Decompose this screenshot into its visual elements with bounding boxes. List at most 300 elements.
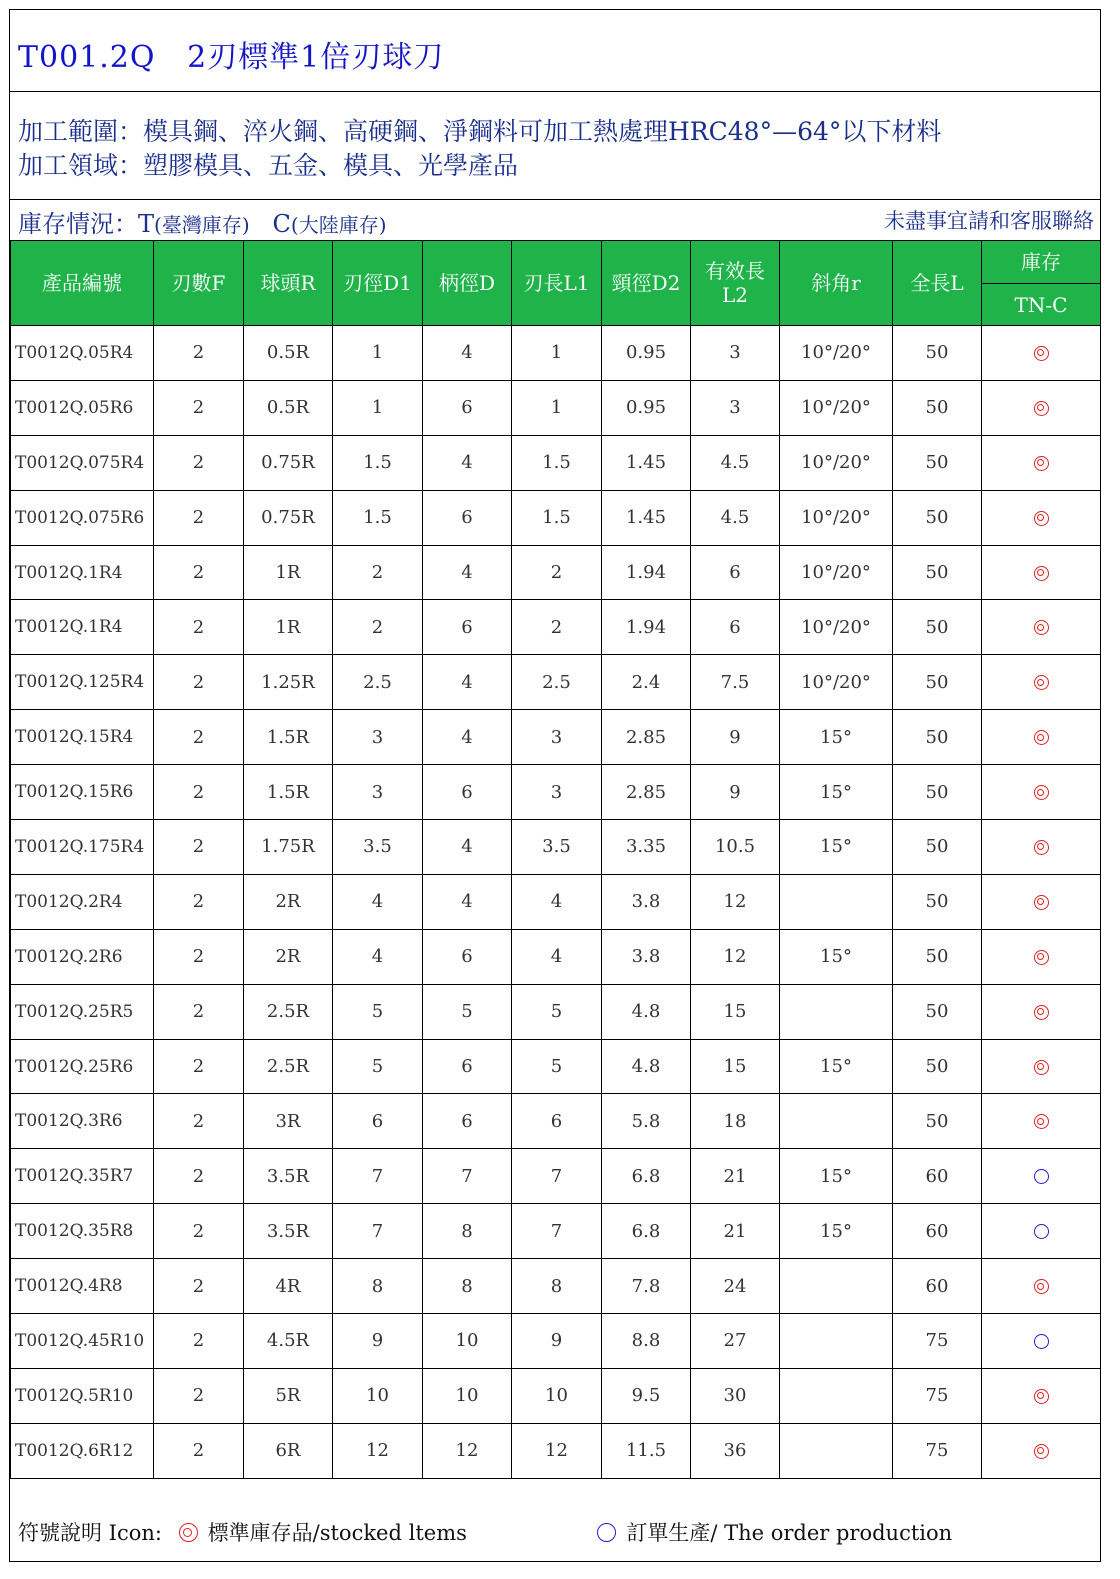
cell-ball-radius: 2R — [244, 874, 333, 929]
cell-overall-length: 50 — [893, 874, 982, 929]
double-circle-icon — [1034, 895, 1049, 910]
cell-flutes: 2 — [154, 545, 244, 600]
double-circle-icon — [1034, 401, 1049, 416]
cell-angle: 10°/20° — [780, 380, 893, 435]
cell-cut-diameter: 1 — [333, 326, 423, 381]
cell-flutes: 2 — [154, 1149, 244, 1204]
cell-shank-diameter: 4 — [423, 710, 512, 765]
cell-cut-length: 3.5 — [512, 820, 602, 875]
legend-stocked-text: 標準庫存品/stocked ltems — [207, 1521, 467, 1545]
cell-cut-diameter: 5 — [333, 984, 423, 1039]
double-circle-icon — [1034, 1060, 1049, 1075]
cell-cut-diameter: 2 — [333, 600, 423, 655]
cell-neck-diameter: 0.95 — [602, 380, 691, 435]
double-circle-icon — [1034, 840, 1049, 855]
cell-neck-diameter: 8.8 — [602, 1314, 691, 1369]
cell-angle: 15° — [780, 1204, 893, 1259]
cell-ball-radius: 0.5R — [244, 380, 333, 435]
cell-cut-length: 12 — [512, 1423, 602, 1478]
cell-shank-diameter: 6 — [423, 1094, 512, 1149]
cell-overall-length: 60 — [893, 1204, 982, 1259]
cell-angle: 15° — [780, 710, 893, 765]
cell-cut-diameter: 5 — [333, 1039, 423, 1094]
scope-section — [10, 92, 1100, 200]
col-header-angle: 斜角r — [780, 241, 893, 326]
table-row — [11, 545, 1101, 600]
stock-legend — [18, 204, 387, 239]
stock-c-desc: (大陸庫存) — [290, 213, 387, 237]
cell-stock — [982, 1094, 1101, 1149]
cell-neck-diameter: 6.8 — [602, 1204, 691, 1259]
cell-ball-radius: 2.5R — [244, 1039, 333, 1094]
table-row — [11, 820, 1101, 875]
cell-stock — [982, 1368, 1101, 1423]
cell-effective-length: 30 — [691, 1368, 780, 1423]
cell-code: T0012Q.1R4 — [11, 600, 154, 655]
stock-label: 庫存情況： — [18, 210, 138, 238]
title-row — [10, 10, 1100, 92]
cell-ball-radius: 2.5R — [244, 984, 333, 1039]
cell-overall-length: 50 — [893, 545, 982, 600]
processing-range: 加工範圍：模具鋼、淬火鋼、高硬鋼、淨鋼料可加工熱處理HRC48°—64°以下材料 — [18, 117, 942, 146]
cell-cut-length: 1.5 — [512, 435, 602, 490]
cell-overall-length: 50 — [893, 765, 982, 820]
table-row — [11, 710, 1101, 765]
stock-t-desc: (臺灣庫存) — [154, 213, 250, 237]
cell-effective-length: 7.5 — [691, 655, 780, 710]
cell-code: T0012Q.15R4 — [11, 710, 154, 765]
single-circle-icon — [1034, 1334, 1049, 1349]
cell-shank-diameter: 8 — [423, 1259, 512, 1314]
table-row — [11, 1423, 1101, 1478]
cell-effective-length: 27 — [691, 1314, 780, 1369]
cell-cut-diameter: 6 — [333, 1094, 423, 1149]
cell-angle: 15° — [780, 820, 893, 875]
cell-overall-length: 50 — [893, 929, 982, 984]
cell-code: T0012Q.3R6 — [11, 1094, 154, 1149]
double-circle-icon — [1034, 456, 1049, 471]
cell-ball-radius: 3.5R — [244, 1204, 333, 1259]
cell-stock — [982, 655, 1101, 710]
cell-code: T0012Q.125R4 — [11, 655, 154, 710]
cell-neck-diameter: 11.5 — [602, 1423, 691, 1478]
cell-overall-length: 50 — [893, 984, 982, 1039]
cell-angle — [780, 1368, 893, 1423]
cell-stock — [982, 1423, 1101, 1478]
cell-stock — [982, 1259, 1101, 1314]
col-header-code: 產品編號 — [11, 241, 154, 326]
col-header-flutes: 刃數F — [154, 241, 244, 326]
cell-effective-length: 18 — [691, 1094, 780, 1149]
cell-cut-diameter: 2 — [333, 545, 423, 600]
single-circle-icon — [1034, 1169, 1049, 1184]
table-row — [11, 1204, 1101, 1259]
cell-stock — [982, 1314, 1101, 1369]
cell-effective-length: 15 — [691, 1039, 780, 1094]
cell-shank-diameter: 6 — [423, 765, 512, 820]
cell-ball-radius: 1.5R — [244, 765, 333, 820]
cell-cut-length: 7 — [512, 1149, 602, 1204]
table-header — [11, 241, 1101, 326]
cell-ball-radius: 4R — [244, 1259, 333, 1314]
cell-angle — [780, 1259, 893, 1314]
cell-neck-diameter: 3.8 — [602, 929, 691, 984]
cell-cut-diameter: 9 — [333, 1314, 423, 1369]
cell-cut-diameter: 2.5 — [333, 655, 423, 710]
cell-stock — [982, 1149, 1101, 1204]
cell-flutes: 2 — [154, 380, 244, 435]
table-row — [11, 326, 1101, 381]
cell-stock — [982, 765, 1101, 820]
cell-neck-diameter: 2.4 — [602, 655, 691, 710]
table-row — [11, 929, 1101, 984]
cell-shank-diameter: 4 — [423, 545, 512, 600]
col-header-effective-length — [691, 241, 780, 326]
cell-effective-length: 24 — [691, 1259, 780, 1314]
cell-flutes: 2 — [154, 1259, 244, 1314]
cell-angle: 15° — [780, 1039, 893, 1094]
cell-code: T0012Q.25R5 — [11, 984, 154, 1039]
cell-effective-length: 21 — [691, 1149, 780, 1204]
cell-code: T0012Q.2R6 — [11, 929, 154, 984]
cell-code: T0012Q.15R6 — [11, 765, 154, 820]
cell-code: T0012Q.35R7 — [11, 1149, 154, 1204]
cell-angle: 15° — [780, 1149, 893, 1204]
cell-neck-diameter: 1.94 — [602, 600, 691, 655]
cell-effective-length: 10.5 — [691, 820, 780, 875]
cell-flutes: 2 — [154, 1039, 244, 1094]
cell-stock — [982, 326, 1101, 381]
cell-cut-diameter: 7 — [333, 1204, 423, 1259]
double-circle-icon — [1034, 950, 1049, 965]
cell-overall-length: 75 — [893, 1368, 982, 1423]
cell-ball-radius: 0.5R — [244, 326, 333, 381]
cell-stock — [982, 545, 1101, 600]
double-circle-icon — [1034, 1005, 1049, 1020]
cell-code: T0012Q.25R6 — [11, 1039, 154, 1094]
cell-ball-radius: 1R — [244, 600, 333, 655]
cell-stock — [982, 874, 1101, 929]
table-row — [11, 655, 1101, 710]
cell-flutes: 2 — [154, 710, 244, 765]
col-header-neck-diameter: 頸徑D2 — [602, 241, 691, 326]
cell-cut-length: 5 — [512, 1039, 602, 1094]
cell-ball-radius: 4.5R — [244, 1314, 333, 1369]
cell-cut-diameter: 12 — [333, 1423, 423, 1478]
table-row — [11, 1314, 1101, 1369]
cell-cut-length: 6 — [512, 1094, 602, 1149]
cell-flutes: 2 — [154, 600, 244, 655]
cell-flutes: 2 — [154, 1094, 244, 1149]
cell-shank-diameter: 6 — [423, 490, 512, 545]
cell-ball-radius: 0.75R — [244, 435, 333, 490]
legend-label: 符號說明 Icon: — [18, 1521, 162, 1545]
cell-flutes: 2 — [154, 765, 244, 820]
col-header-ball-radius: 球頭R — [244, 241, 333, 326]
cell-angle: 10°/20° — [780, 545, 893, 600]
double-circle-icon — [1034, 675, 1049, 690]
cell-shank-diameter: 10 — [423, 1368, 512, 1423]
cell-shank-diameter: 6 — [423, 929, 512, 984]
cell-neck-diameter: 4.8 — [602, 984, 691, 1039]
cell-overall-length: 50 — [893, 326, 982, 381]
cell-cut-diameter: 3 — [333, 765, 423, 820]
contact-note: 未盡事宜請和客服聯絡 — [884, 209, 1094, 233]
cell-overall-length: 60 — [893, 1259, 982, 1314]
cell-cut-diameter: 7 — [333, 1149, 423, 1204]
cell-neck-diameter: 0.95 — [602, 326, 691, 381]
cell-stock — [982, 600, 1101, 655]
cell-flutes: 2 — [154, 984, 244, 1039]
cell-shank-diameter: 4 — [423, 874, 512, 929]
cell-effective-length: 12 — [691, 874, 780, 929]
cell-stock — [982, 820, 1101, 875]
cell-angle: 10°/20° — [780, 655, 893, 710]
cell-angle: 15° — [780, 765, 893, 820]
cell-shank-diameter: 4 — [423, 326, 512, 381]
table-body — [11, 326, 1101, 1479]
cell-cut-diameter: 3.5 — [333, 820, 423, 875]
cell-cut-length: 4 — [512, 929, 602, 984]
cell-shank-diameter: 12 — [423, 1423, 512, 1478]
cell-angle — [780, 874, 893, 929]
cell-ball-radius: 5R — [244, 1368, 333, 1423]
cell-cut-length: 8 — [512, 1259, 602, 1314]
stock-info-row — [10, 200, 1100, 240]
cell-stock — [982, 984, 1101, 1039]
cell-overall-length: 50 — [893, 600, 982, 655]
col-header-stock-sub: TN-C — [982, 284, 1101, 326]
cell-code: T0012Q.6R12 — [11, 1423, 154, 1478]
cell-flutes: 2 — [154, 435, 244, 490]
cell-shank-diameter: 4 — [423, 655, 512, 710]
table-row — [11, 1259, 1101, 1314]
single-circle-icon — [597, 1523, 616, 1542]
cell-cut-diameter: 3 — [333, 710, 423, 765]
col-header-cut-length: 刃長L1 — [512, 241, 602, 326]
cell-cut-length: 9 — [512, 1314, 602, 1369]
cell-ball-radius: 3R — [244, 1094, 333, 1149]
spec-table — [10, 240, 1101, 1479]
cell-ball-radius: 1.5R — [244, 710, 333, 765]
single-circle-icon — [1034, 1224, 1049, 1239]
cell-code: T0012Q.5R10 — [11, 1368, 154, 1423]
cell-neck-diameter: 4.8 — [602, 1039, 691, 1094]
stock-c-code: C — [272, 210, 291, 238]
cell-flutes: 2 — [154, 490, 244, 545]
processing-field: 加工領域：塑膠模具、五金、模具、光學產品 — [18, 151, 519, 180]
cell-cut-length: 2.5 — [512, 655, 602, 710]
cell-stock — [982, 710, 1101, 765]
double-circle-icon — [1034, 1389, 1049, 1404]
cell-code: T0012Q.075R4 — [11, 435, 154, 490]
cell-stock — [982, 1204, 1101, 1259]
table-row — [11, 874, 1101, 929]
cell-neck-diameter: 1.45 — [602, 490, 691, 545]
cell-ball-radius: 2R — [244, 929, 333, 984]
cell-neck-diameter: 6.8 — [602, 1149, 691, 1204]
cell-flutes: 2 — [154, 1368, 244, 1423]
cell-shank-diameter: 4 — [423, 435, 512, 490]
double-circle-icon — [179, 1523, 198, 1542]
cell-code: T0012Q.4R8 — [11, 1259, 154, 1314]
cell-effective-length: 4.5 — [691, 490, 780, 545]
cell-angle: 10°/20° — [780, 435, 893, 490]
cell-overall-length: 50 — [893, 820, 982, 875]
cell-effective-length: 6 — [691, 600, 780, 655]
double-circle-icon — [1034, 785, 1049, 800]
cell-shank-diameter: 6 — [423, 600, 512, 655]
cell-stock — [982, 435, 1101, 490]
double-circle-icon — [1034, 566, 1049, 581]
cell-overall-length: 60 — [893, 1149, 982, 1204]
cell-code: T0012Q.175R4 — [11, 820, 154, 875]
cell-shank-diameter: 6 — [423, 1039, 512, 1094]
cell-neck-diameter: 1.94 — [602, 545, 691, 600]
cell-neck-diameter: 7.8 — [602, 1259, 691, 1314]
cell-cut-length: 1.5 — [512, 490, 602, 545]
double-circle-icon — [1034, 1279, 1049, 1294]
cell-overall-length: 75 — [893, 1314, 982, 1369]
cell-flutes: 2 — [154, 874, 244, 929]
cell-angle: 10°/20° — [780, 490, 893, 545]
cell-cut-diameter: 1 — [333, 380, 423, 435]
table-row — [11, 765, 1101, 820]
legend-row — [10, 1501, 1100, 1561]
col-header-shank-diameter: 柄徑D — [423, 241, 512, 326]
cell-cut-diameter: 1.5 — [333, 490, 423, 545]
cell-code: T0012Q.45R10 — [11, 1314, 154, 1369]
cell-neck-diameter: 2.85 — [602, 765, 691, 820]
cell-overall-length: 50 — [893, 1039, 982, 1094]
cell-flutes: 2 — [154, 929, 244, 984]
cell-code: T0012Q.1R4 — [11, 545, 154, 600]
cell-cut-length: 4 — [512, 874, 602, 929]
cell-overall-length: 50 — [893, 435, 982, 490]
double-circle-icon — [1034, 1114, 1049, 1129]
cell-ball-radius: 0.75R — [244, 490, 333, 545]
cell-ball-radius: 6R — [244, 1423, 333, 1478]
cell-flutes: 2 — [154, 1423, 244, 1478]
cell-neck-diameter: 3.35 — [602, 820, 691, 875]
cell-cut-length: 1 — [512, 380, 602, 435]
cell-code: T0012Q.35R8 — [11, 1204, 154, 1259]
stock-t-code: T — [138, 210, 155, 238]
cell-effective-length: 9 — [691, 765, 780, 820]
cell-shank-diameter: 7 — [423, 1149, 512, 1204]
cell-angle — [780, 1423, 893, 1478]
cell-overall-length: 50 — [893, 380, 982, 435]
cell-flutes: 2 — [154, 655, 244, 710]
double-circle-icon — [1034, 730, 1049, 745]
product-title: T001.2Q 2刃標準1倍刃球刀 — [18, 40, 445, 75]
cell-cut-length: 3 — [512, 710, 602, 765]
cell-angle: 15° — [780, 929, 893, 984]
cell-flutes: 2 — [154, 820, 244, 875]
cell-ball-radius: 1R — [244, 545, 333, 600]
double-circle-icon — [1034, 620, 1049, 635]
col-header-overall-length: 全長L — [893, 241, 982, 326]
cell-code: T0012Q.05R4 — [11, 326, 154, 381]
cell-effective-length: 21 — [691, 1204, 780, 1259]
col-header-stock: 庫存 — [982, 241, 1101, 284]
cell-cut-diameter: 8 — [333, 1259, 423, 1314]
table-row — [11, 1039, 1101, 1094]
cell-cut-length: 5 — [512, 984, 602, 1039]
cell-cut-diameter: 4 — [333, 874, 423, 929]
cell-angle: 10°/20° — [780, 600, 893, 655]
table-row — [11, 600, 1101, 655]
table-row — [11, 984, 1101, 1039]
cell-stock — [982, 380, 1101, 435]
cell-neck-diameter: 9.5 — [602, 1368, 691, 1423]
effective-length-text: 有效長L2 — [705, 259, 765, 307]
table-row — [11, 1094, 1101, 1149]
table-row — [11, 380, 1101, 435]
double-circle-icon — [1034, 511, 1049, 526]
cell-ball-radius: 1.25R — [244, 655, 333, 710]
double-circle-icon — [1034, 1444, 1049, 1459]
cell-overall-length: 75 — [893, 1423, 982, 1478]
cell-shank-diameter: 8 — [423, 1204, 512, 1259]
table-row — [11, 435, 1101, 490]
cell-effective-length: 3 — [691, 380, 780, 435]
cell-overall-length: 50 — [893, 710, 982, 765]
cell-shank-diameter: 6 — [423, 380, 512, 435]
cell-cut-diameter: 10 — [333, 1368, 423, 1423]
cell-flutes: 2 — [154, 326, 244, 381]
cell-stock — [982, 1039, 1101, 1094]
cell-angle — [780, 1094, 893, 1149]
cell-cut-length: 2 — [512, 545, 602, 600]
cell-angle: 10°/20° — [780, 326, 893, 381]
cell-cut-length: 1 — [512, 326, 602, 381]
col-header-cut-diameter: 刃徑D1 — [333, 241, 423, 326]
cell-effective-length: 36 — [691, 1423, 780, 1478]
cell-neck-diameter: 1.45 — [602, 435, 691, 490]
cell-cut-length: 3 — [512, 765, 602, 820]
cell-cut-length: 7 — [512, 1204, 602, 1259]
cell-overall-length: 50 — [893, 1094, 982, 1149]
cell-neck-diameter: 2.85 — [602, 710, 691, 765]
cell-stock — [982, 490, 1101, 545]
cell-cut-length: 10 — [512, 1368, 602, 1423]
cell-code: T0012Q.075R6 — [11, 490, 154, 545]
cell-cut-diameter: 1.5 — [333, 435, 423, 490]
cell-effective-length: 4.5 — [691, 435, 780, 490]
cell-shank-diameter: 10 — [423, 1314, 512, 1369]
cell-shank-diameter: 5 — [423, 984, 512, 1039]
cell-ball-radius: 3.5R — [244, 1149, 333, 1204]
cell-overall-length: 50 — [893, 655, 982, 710]
cell-flutes: 2 — [154, 1314, 244, 1369]
table-row — [11, 490, 1101, 545]
cell-ball-radius: 1.75R — [244, 820, 333, 875]
cell-effective-length: 9 — [691, 710, 780, 765]
cell-overall-length: 50 — [893, 490, 982, 545]
cell-stock — [982, 929, 1101, 984]
cell-effective-length: 6 — [691, 545, 780, 600]
table-row — [11, 1368, 1101, 1423]
cell-code: T0012Q.05R6 — [11, 380, 154, 435]
catalog-sheet — [9, 9, 1101, 1562]
cell-code: T0012Q.2R4 — [11, 874, 154, 929]
table-row — [11, 1149, 1101, 1204]
cell-neck-diameter: 3.8 — [602, 874, 691, 929]
cell-cut-length: 2 — [512, 600, 602, 655]
cell-angle — [780, 1314, 893, 1369]
cell-neck-diameter: 5.8 — [602, 1094, 691, 1149]
